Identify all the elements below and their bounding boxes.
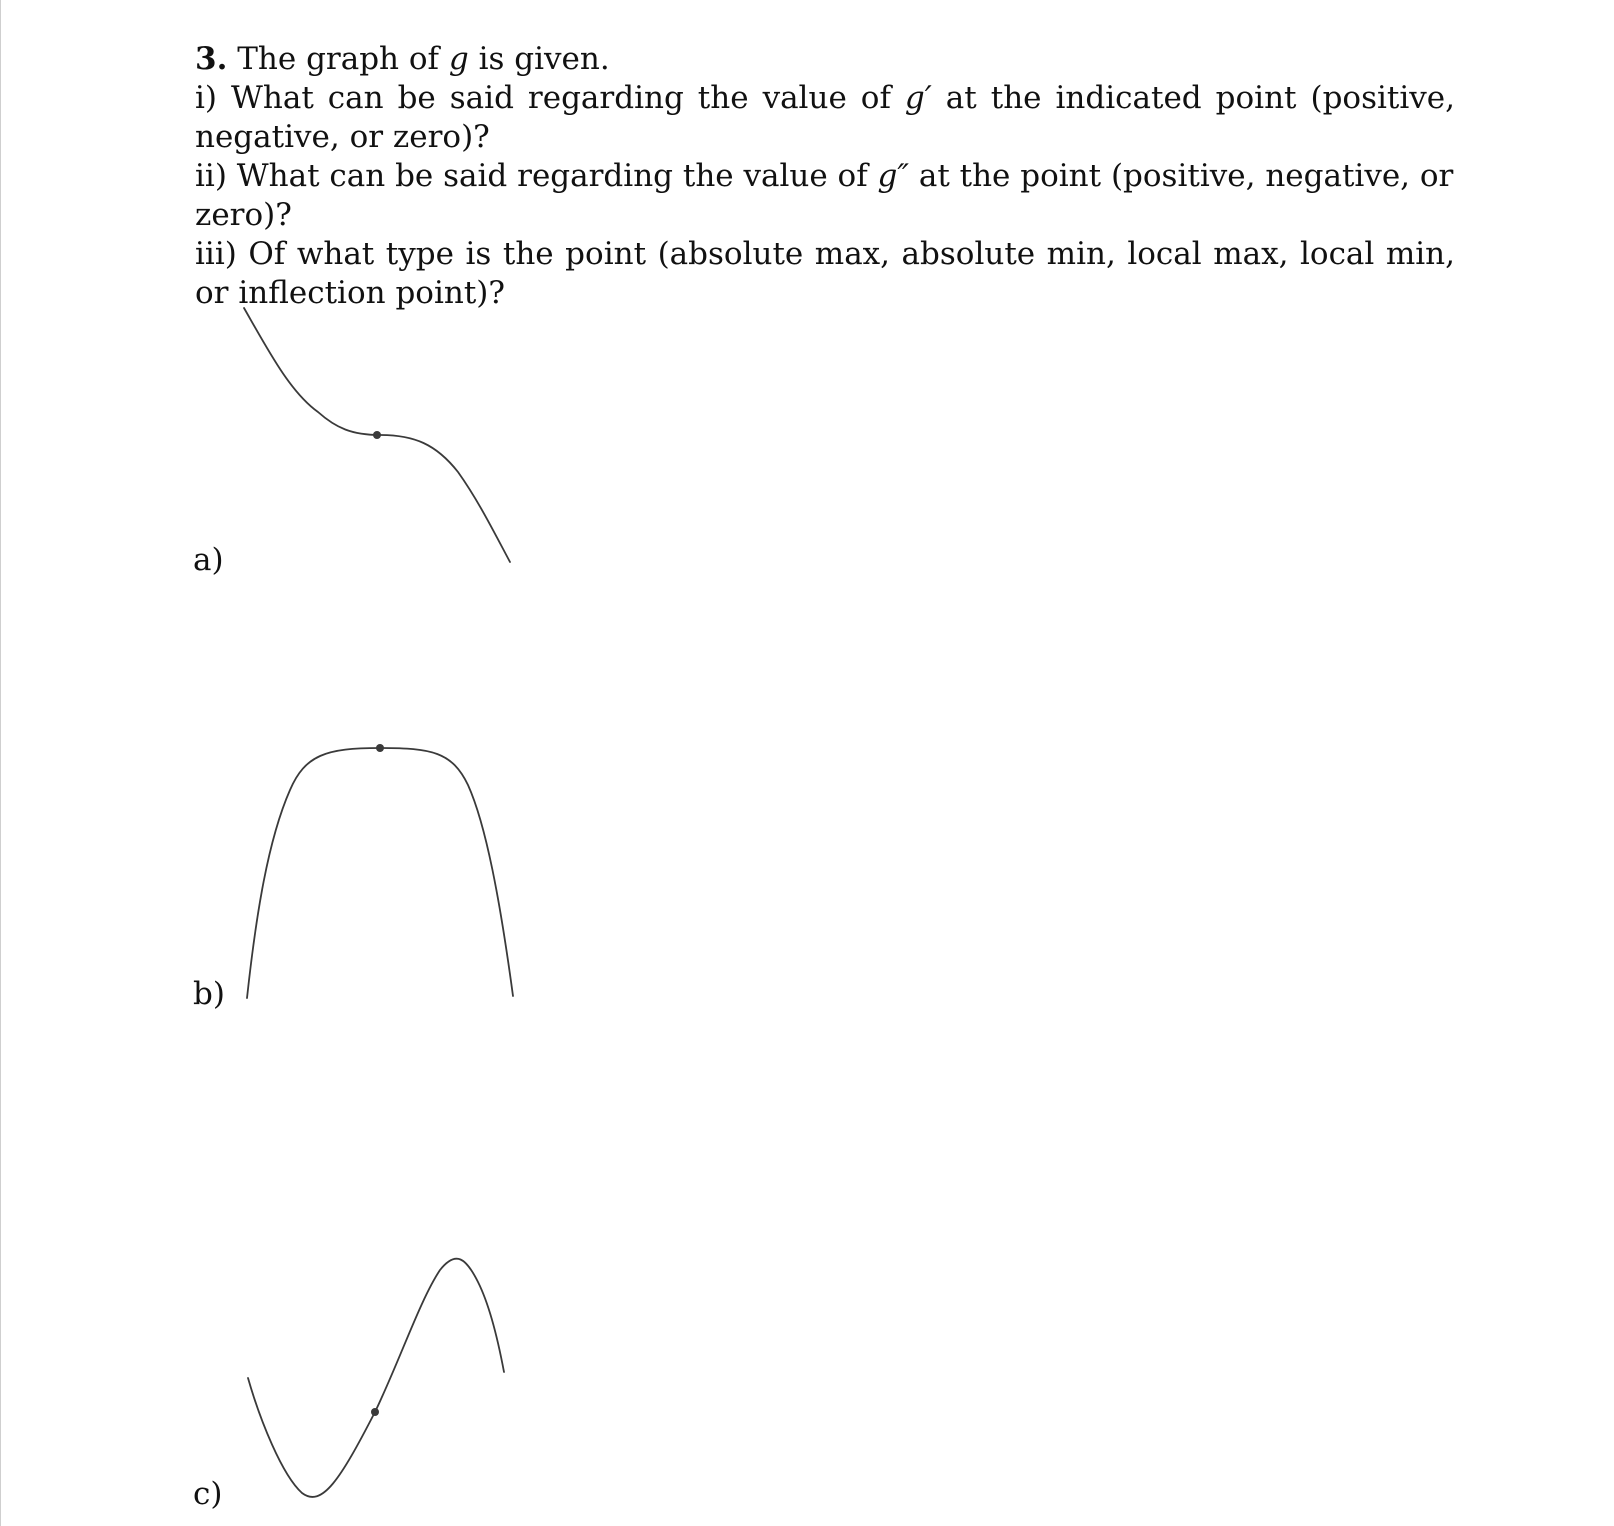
graph-b-marked-point bbox=[376, 744, 384, 752]
graph-label-c: c) bbox=[193, 1476, 223, 1512]
graph-a-marked-point bbox=[373, 431, 381, 439]
function-name: g bbox=[448, 41, 469, 77]
part-i: i) What can be said regarding the value of g′ at the indicated point (positive, negative, or zero)? bbox=[195, 80, 1455, 155]
question-intro: 3. The graph of g is given. bbox=[195, 41, 610, 77]
graph-b bbox=[247, 744, 513, 998]
part-ii: ii) What can be said regarding the value of g″ at the point (positive, negative, or zero)? bbox=[195, 158, 1454, 233]
graph-c-marked-point bbox=[371, 1408, 379, 1416]
question-number: 3. bbox=[195, 41, 228, 77]
graph-b-curve bbox=[247, 748, 513, 998]
first-derivative-symbol: g′ bbox=[904, 80, 932, 116]
graph-label-b: b) bbox=[193, 976, 225, 1012]
graph-a bbox=[244, 308, 510, 562]
part-iii: iii) Of what type is the point (absolute max, absolute min, local max, local min, or inflection point)? bbox=[195, 236, 1455, 311]
graph-label-a: a) bbox=[193, 542, 224, 578]
second-derivative-symbol: g″ bbox=[877, 158, 909, 194]
graph-c bbox=[248, 1259, 504, 1497]
graph-c-curve bbox=[248, 1259, 504, 1497]
